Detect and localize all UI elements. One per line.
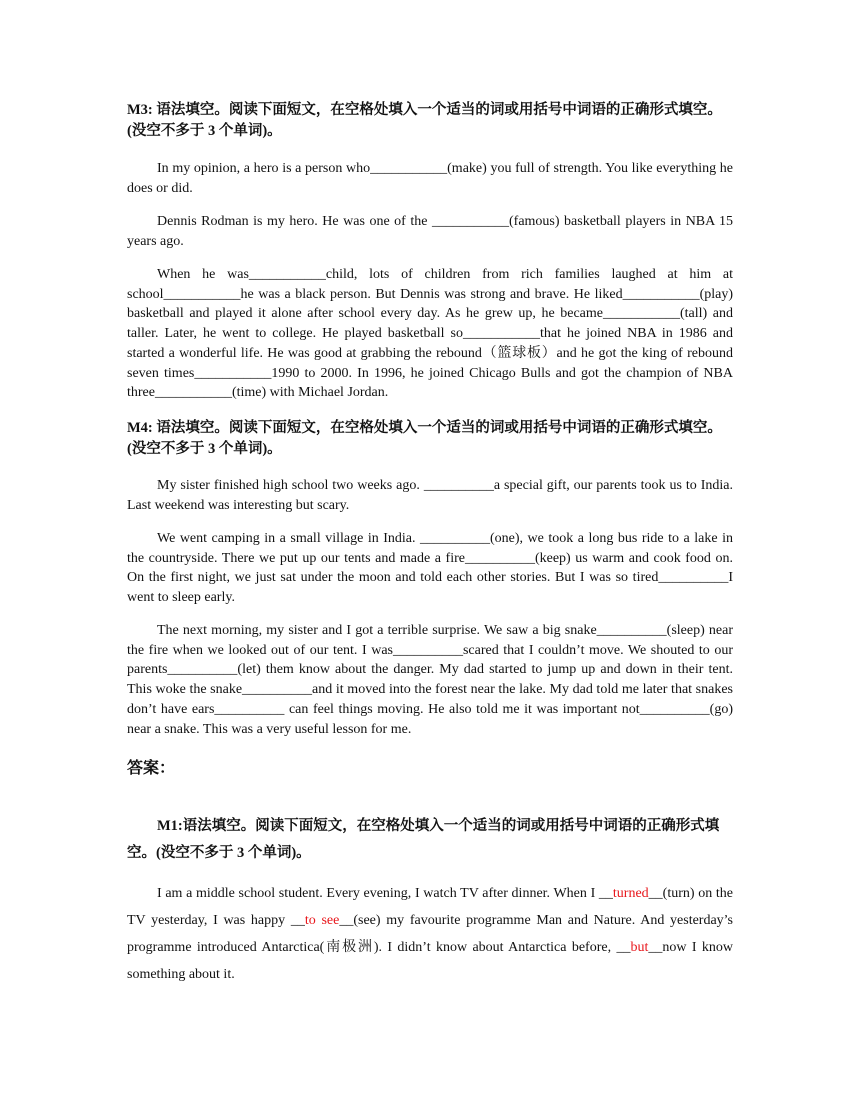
m1-text-segment-4: __now I know something about it. — [127, 940, 733, 982]
m3-paragraph-2: Dennis Rodman is my hero. He was one of the ___________(famous) basketball players in NBA 15 years ago. — [127, 214, 733, 249]
m4-heading: M4: 语法填空。阅读下面短文，在空格处填入一个适当的词或用括号中词语的正确形式填空。(没空不多于 3 个单词)。 — [127, 420, 722, 457]
answers-title: 答案： — [127, 760, 176, 777]
m1-text-segment-1: I am a middle school student. Every evening, I watch TV after dinner. When I __ — [157, 886, 613, 901]
m4-paragraph-3: The next morning, my sister and I got a terrible surprise. We saw a big snake__________(sleep) near the fire when we looked out of our tent. I was__________scared that I couldn’t move. We shouted to our parents__________(let) them know about the danger. My dad started to jump up and down in their tent. This woke the snake__________and it moved into the forest near the lake. My dad told me later that snakes don’t have ears__________ can feel things moving. He also told me it was important not__________(go) near a snake. This was a very useful lesson for me. — [127, 623, 733, 737]
m1-answer-2: to see — [304, 913, 340, 928]
m1-answer-3: but — [630, 940, 649, 955]
m1-heading: M1:语法填空。阅读下面短文，在空格处填入一个适当的词或用括号中词语的正确形式填空。(没空不多于 3 个单词)。 — [127, 818, 720, 861]
m1-answer-1: turned — [612, 886, 649, 901]
m3-paragraph-3: When he was___________child, lots of children from rich families laughed at him at school___________he was a black person. But Dennis was strong and brave. He liked___________(play) basketball and played it alone after school every day. As he grew up, he became___________(tall) and taller. Later, he went to college. He played basketball so___________that he joined NBA in 1986 and started a wonderful life. He was good at grabbing the rebound（篮球板）and he got the king of rebound seven times___________1990 to 2000. In 1996, he joined Chicago Bulls and got the champion of NBA three___________(time) with Michael Jordan. — [127, 267, 733, 401]
m1-text-segment-2: __(turn) on the TV yesterday, I was happy __ — [127, 886, 733, 928]
m4-paragraph-2: We went camping in a small village in India. __________(one), we took a long bus ride to a lake in the countryside. There we put up our tents and made a fire__________(keep) us warm and cook food on. On the first night, we just sat under the moon and told each other stories. But I was so tired__________I went to sleep early. — [127, 531, 733, 606]
m1-answer-paragraph — [127, 880, 733, 988]
m3-heading: M3: 语法填空。阅读下面短文，在空格处填入一个适当的词或用括号中词语的正确形式填空。(没空不多于 3 个单词)。 — [127, 102, 722, 139]
m1-text-segment-3: __(see) my favourite programme Man and Nature. And yesterday’s programme introduced Antarctica(南极洲). I didn’t know about Antarctica before, __ — [127, 913, 734, 955]
m3-paragraph-1: In my opinion, a hero is a person who___________(make) you full of strength. You like everything he does or did. — [127, 161, 733, 196]
m4-paragraph-1: My sister finished high school two weeks ago. __________a special gift, our parents took us to India. Last weekend was interesting but scary. — [127, 478, 733, 513]
